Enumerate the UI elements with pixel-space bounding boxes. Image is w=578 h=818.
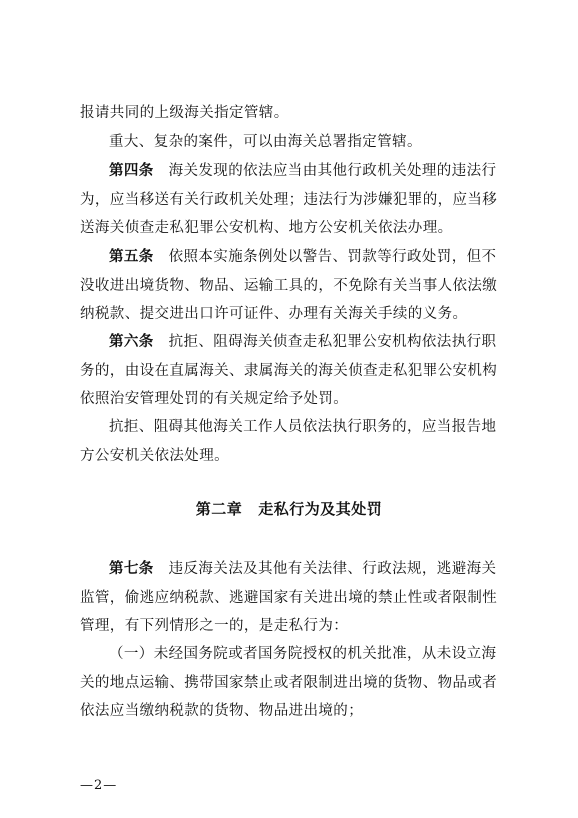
paragraph-text: 海关发现的依法应当由其他行政机关处理的违法行为，应当移送有关行政机关处理；违法行为涉嫌犯罪的，应当移送海关侦查走私犯罪公安机构、地方公安机关依法办理。 <box>80 163 498 236</box>
article-number: 第七条 <box>109 560 154 577</box>
paragraph-text: 依照本实施条例处以警告、罚款等行政处罚，但不没收进出境货物、物品、运输工具的，不免除有关当事人依法缴纳税款、提交进出口许可证件、办理有关海关手续的义务。 <box>80 249 498 322</box>
paragraph-2 <box>80 128 504 157</box>
paragraph-6 <box>80 413 504 470</box>
paragraph-text: 违反海关法及其他有关法律、行政法规，逃避海关监管，偷逃应纳税款、逃避国家有关进出境的禁止性或者限制性管理，有下列情形之一的，是走私行为： <box>80 561 498 634</box>
chapter-title: 走私行为及其处罚 <box>258 500 383 518</box>
paragraph-1 <box>80 99 504 128</box>
paragraph-text: 抗拒、阻碍其他海关工作人员依法执行职务的，应当报告地方公安机关依法处理。 <box>80 419 497 464</box>
paragraph-text: 抗拒、阻碍海关侦查走私犯罪公安机构依法执行职务的，由设在直属海关、隶属海关的海关侦查走私犯罪公安机构依照治安管理处罚的有关规定给予处罚。 <box>80 334 498 407</box>
paragraph-text: 报请共同的上级海关指定管辖。 <box>80 105 289 121</box>
article-number: 第四条 <box>109 162 154 179</box>
chapter-heading <box>0 498 578 519</box>
article-5 <box>80 243 504 329</box>
article-7 <box>80 555 504 641</box>
clause-1 <box>80 640 504 726</box>
chapter-number: 第二章 <box>195 500 243 518</box>
paragraph-text: （一）未经国务院或者国务院授权的机关批准，从未设立海关的地点运输、携带国家禁止或者限制进出境的货物、物品或者依法应当缴纳税款的货物、物品进出境的； <box>80 646 498 719</box>
article-6 <box>80 328 504 414</box>
paragraph-text: 重大、复杂的案件，可以由海关总署指定管辖。 <box>109 134 422 150</box>
article-number: 第六条 <box>109 333 154 350</box>
article-4 <box>80 157 504 243</box>
article-number: 第五条 <box>109 248 154 265</box>
page-number: —2— <box>80 778 118 793</box>
